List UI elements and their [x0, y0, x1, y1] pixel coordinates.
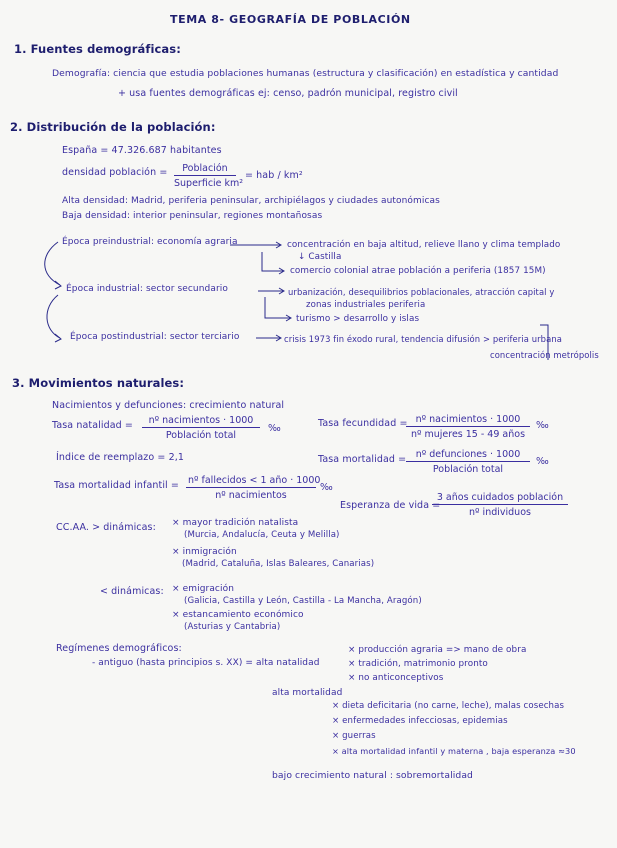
regimen-antiguo: - antiguo (hasta principios s. XX) = alta natalidad: [92, 658, 320, 668]
tasa-natalidad-fraction: [142, 415, 260, 441]
demografia-definition: Demografía: ciencia que estudia poblaciones humanas (estructura y clasificación) en estadística y cantidad: [52, 68, 559, 79]
estancamiento-regions: (Asturias y Cantabria): [184, 622, 281, 632]
mortalidad-infantil-fraction: [186, 475, 321, 501]
tasa-fecundidad-numerator: nº nacimientos · 1000: [406, 414, 530, 427]
emigracion-regions: (Galicia, Castilla y León, Castilla - La Mancha, Aragón): [184, 596, 422, 606]
epoca-postindustrial: Época postindustrial: sector terciario: [70, 332, 240, 342]
preindustrial-effect-b: comercio colonial atrae población a periferia (1857 15M): [290, 266, 546, 276]
tasa-fecundidad-denominator: nº mujeres 15 - 49 años: [410, 429, 526, 440]
densidad-fraction: [174, 163, 244, 189]
preindustrial-castilla: ↓ Castilla: [298, 252, 342, 262]
industrial-effect-b: turismo > desarrollo y islas: [296, 314, 420, 324]
natalidad-reason-2: × tradición, matrimonio pronto: [348, 659, 488, 669]
emigracion: × emigración: [172, 584, 234, 594]
section-2-heading: 2. Distribución de la población:: [10, 120, 216, 134]
tasa-mortalidad-fraction: [406, 449, 530, 475]
baja-densidad: Baja densidad: interior peninsular, regiones montañosas: [62, 211, 323, 221]
mayor-natalista-regions: (Murcia, Andalucía, Ceuta y Melilla): [184, 530, 340, 540]
page-title: TEMA 8- GEOGRAFÍA DE POBLACIÓN: [170, 13, 411, 26]
tasa-natalidad-permil: ‰: [268, 423, 281, 434]
indice-reemplazo: Índice de reemplazo = 2,1: [56, 452, 185, 463]
section-3-heading: 3. Movimientos naturales:: [12, 376, 185, 390]
epoca-preindustrial: Época preindustrial: economía agraria: [62, 237, 238, 247]
tasa-natalidad-denominator: Población total: [165, 430, 237, 441]
regimenes-label: Regímenes demográficos:: [56, 643, 182, 654]
esperanza-vida-label: Esperanza de vida =: [340, 500, 441, 511]
tasa-fecundidad-permil: ‰: [536, 420, 549, 431]
section-1-heading: 1. Fuentes demográficas:: [14, 42, 181, 56]
densidad-label: densidad población =: [62, 167, 168, 178]
esperanza-vida-fraction: [432, 492, 568, 518]
postindustrial-effect-2: concentración metrópolis: [490, 350, 599, 360]
postindustrial-effect: crisis 1973 fin éxodo rural, tendencia difusión > periferia urbana: [284, 334, 562, 344]
tasa-mortalidad-denominator: Población total: [432, 464, 504, 475]
esperanza-vida-numerator: 3 años cuidados población: [432, 492, 568, 505]
inmigracion: × inmigración: [172, 547, 237, 557]
mortalidad-reason-1: × dieta deficitaria (no carne, leche), malas cosechas: [332, 701, 565, 711]
mortalidad-infantil-denominator: nº nacimientos: [215, 490, 287, 501]
bajo-crecimiento: bajo crecimiento natural : sobremortalidad: [272, 770, 473, 781]
esperanza-vida-denominator: nº individuos: [469, 507, 531, 518]
tasa-mortalidad-permil: ‰: [536, 456, 549, 467]
inmigracion-regions: (Madrid, Cataluña, Islas Baleares, Canarias): [182, 559, 375, 569]
natalidad-reason-1: × producción agraria => mano de obra: [348, 645, 527, 655]
natalidad-reason-3: × no anticonceptivos: [348, 673, 444, 683]
tasa-natalidad-numerator: nº nacimientos · 1000: [142, 415, 260, 428]
mortalidad-reason-2: × enfermedades infecciosas, epidemias: [332, 716, 508, 726]
alta-mortalidad-label: alta mortalidad: [272, 688, 343, 698]
mortalidad-infantil-label: Tasa mortalidad infantil =: [54, 480, 179, 491]
ccaa-label: CC.AA. > dinámicas:: [56, 522, 156, 533]
tasa-natalidad-label: Tasa natalidad =: [52, 420, 133, 431]
tasa-fecundidad-fraction: [406, 414, 530, 440]
tasa-mortalidad-label: Tasa mortalidad =: [318, 454, 407, 465]
nacimientos-defunciones: Nacimientos y defunciones: crecimiento natural: [52, 400, 285, 411]
tasa-mortalidad-numerator: nº defunciones · 1000: [406, 449, 530, 462]
mortalidad-reason-3: × guerras: [332, 731, 376, 741]
epoca-industrial: Época industrial: sector secundario: [66, 284, 228, 294]
preindustrial-effect-a: concentración en baja altitud, relieve llano y clima templado: [287, 240, 561, 250]
menor-dinamicas-label: < dinámicas:: [100, 586, 164, 597]
densidad-denominator: Superficie km²: [174, 178, 244, 189]
estancamiento: × estancamiento económico: [172, 610, 304, 620]
industrial-effect-a2: zonas industriales periferia: [306, 300, 426, 310]
mortalidad-infantil-numerator: nº fallecidos < 1 año · 1000: [188, 475, 321, 486]
densidad-numerator: Población: [174, 163, 236, 176]
mortalidad-reason-4: × alta mortalidad infantil y materna , baja esperanza ≈30: [332, 746, 576, 756]
espana-population: España = 47.326.687 habitantes: [62, 145, 222, 156]
mortalidad-infantil-permil: ‰: [320, 482, 333, 493]
tasa-fecundidad-label: Tasa fecundidad =: [318, 418, 408, 429]
alta-densidad: Alta densidad: Madrid, periferia peninsular, archipiélagos y ciudades autonómicas: [62, 196, 440, 206]
mayor-natalista: × mayor tradición natalista: [172, 518, 299, 528]
densidad-unit: = hab / km²: [245, 170, 303, 181]
industrial-effect-a: urbanización, desequilibrios poblacionales, atracción capital y: [288, 287, 555, 297]
fuentes-list: + usa fuentes demográficas ej: censo, padrón municipal, registro civil: [118, 88, 458, 99]
